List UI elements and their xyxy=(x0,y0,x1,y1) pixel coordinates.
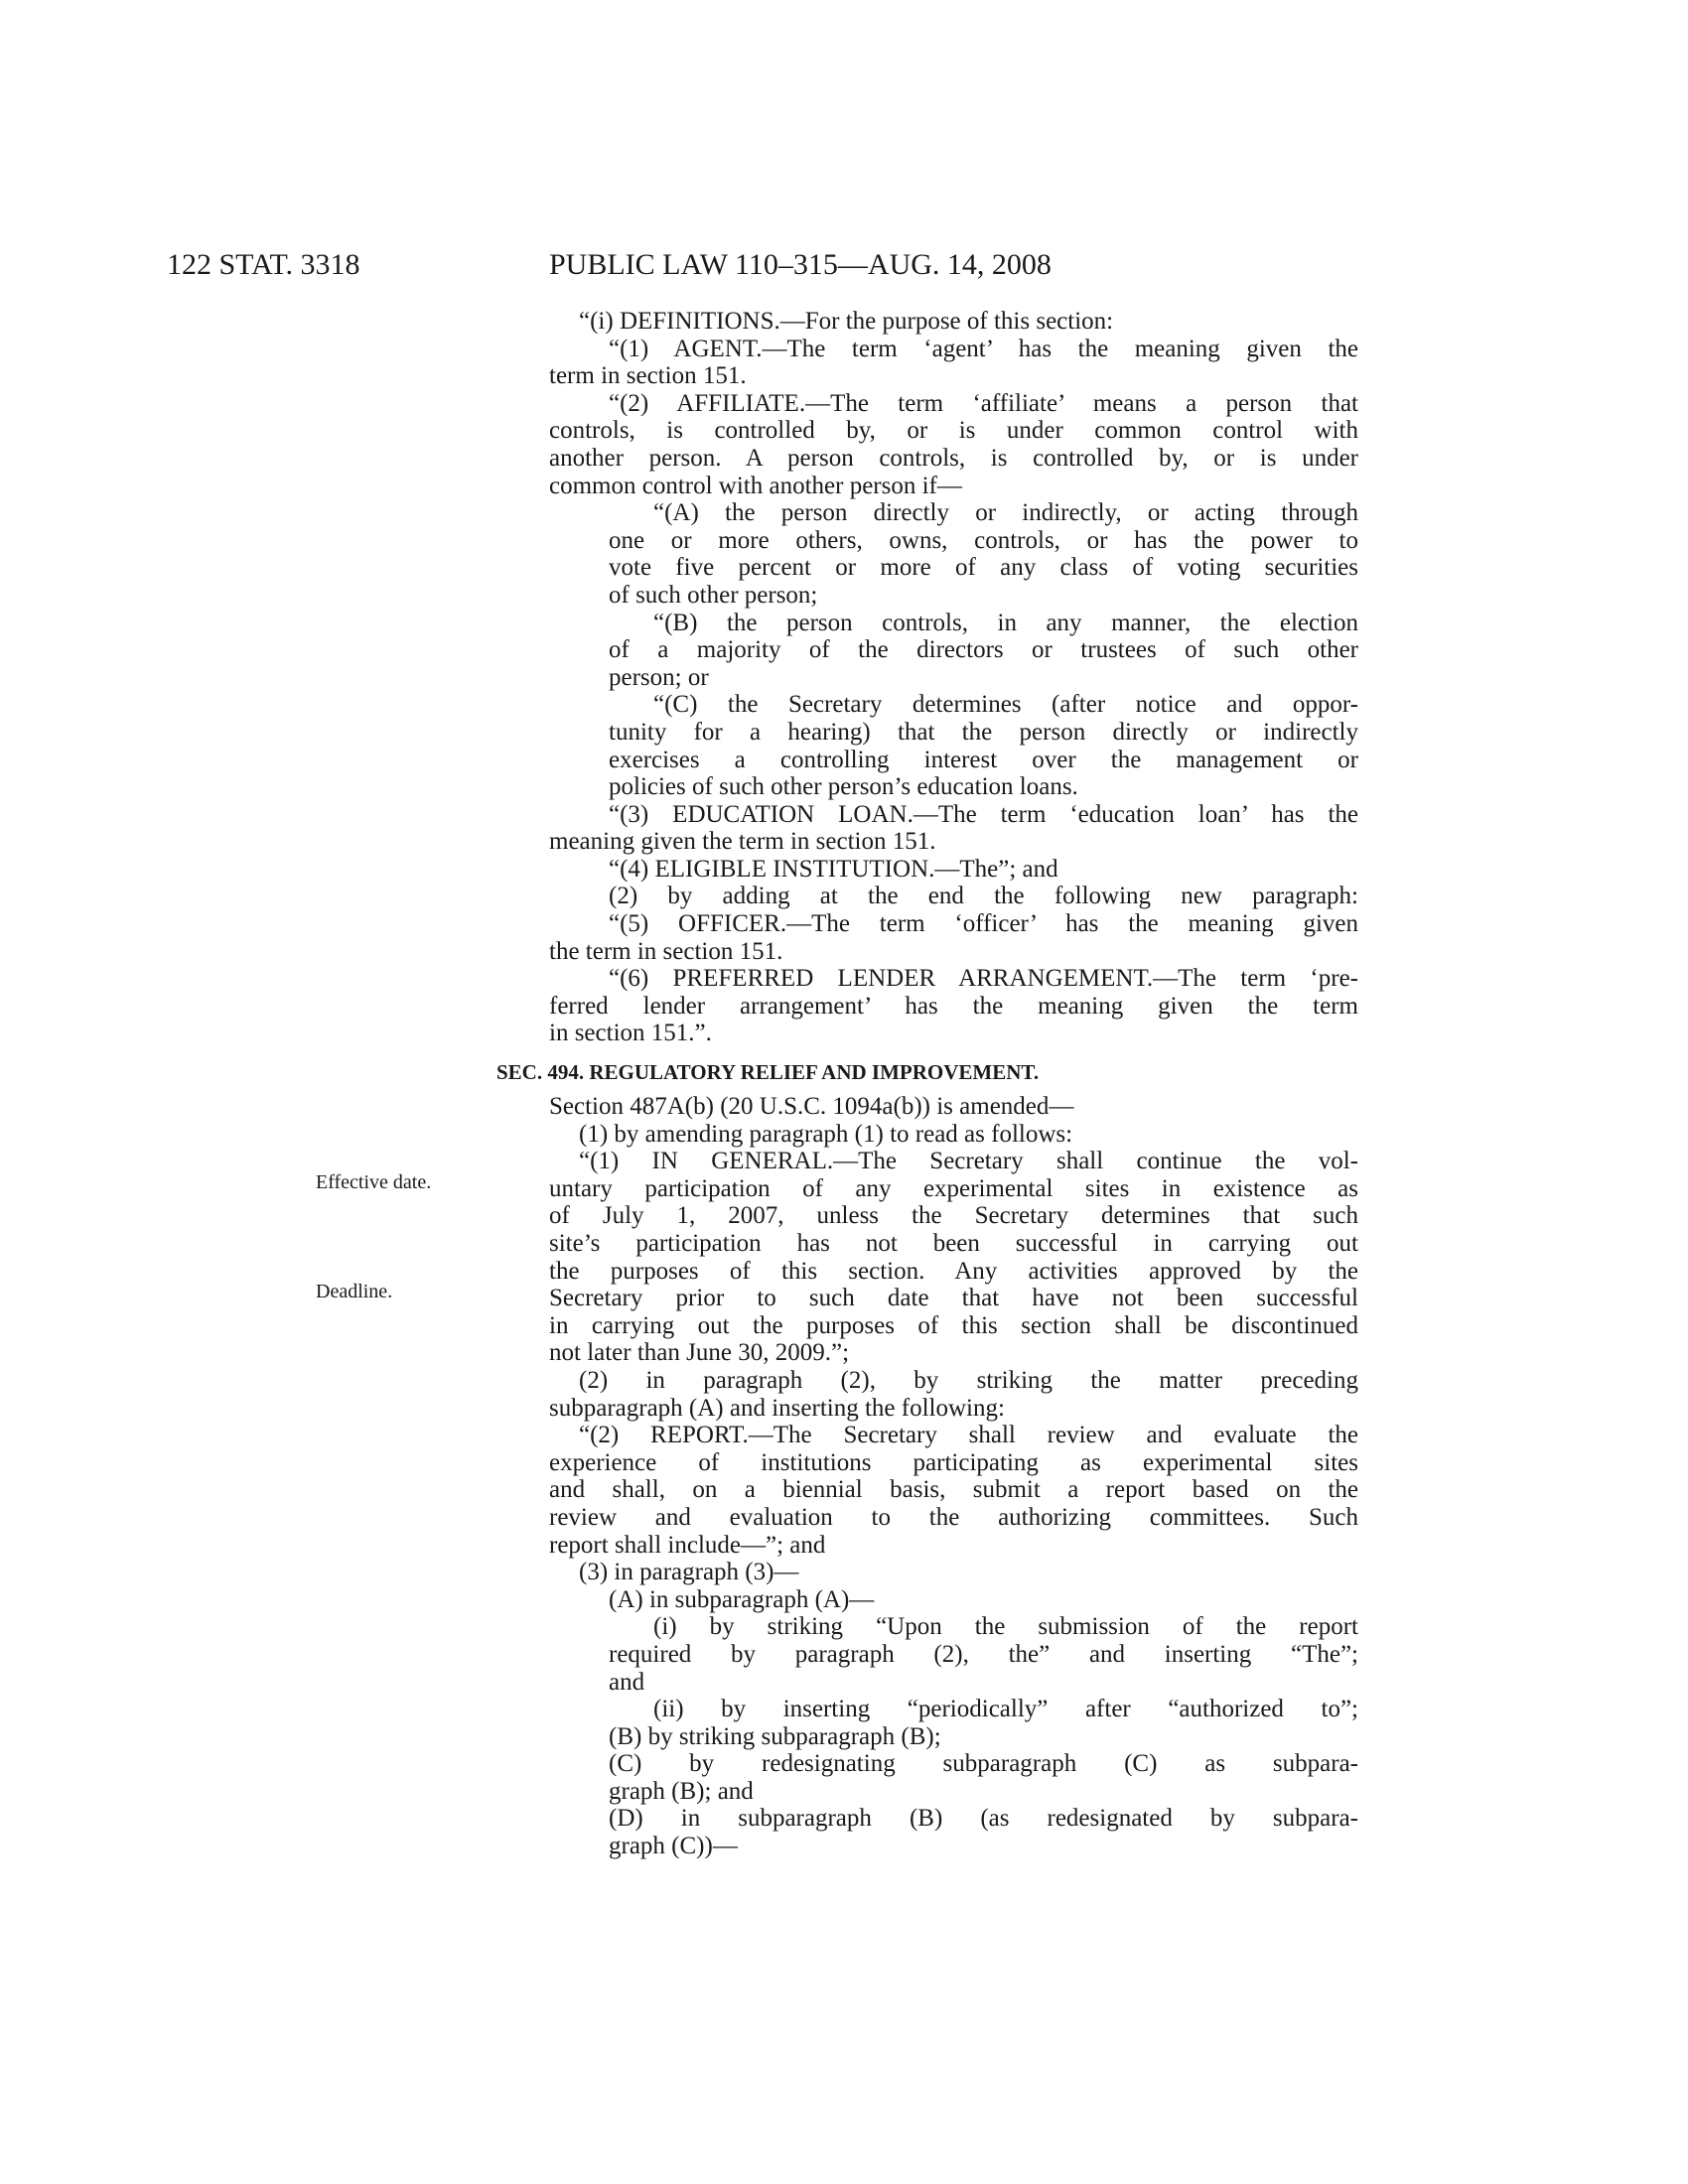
text-line: exercises a controlling interest over the management or xyxy=(609,746,1358,773)
text-line: “(C) the Secretary determines (after notice and oppor- xyxy=(653,691,1358,719)
text-line: and shall, on a biennial basis, submit a report based on the xyxy=(549,1476,1358,1504)
text-line: Section 487A(b) (20 U.S.C. 1094a(b)) is amended— xyxy=(549,1093,1074,1121)
text-line: graph (B); and xyxy=(609,1777,754,1805)
text-line: (D) in subparagraph (B) (as redesignated by subpara- xyxy=(609,1805,1358,1833)
text-line: “(i) DEFINITIONS.—For the purpose of this section: xyxy=(579,308,1114,335)
text-line: site’s participation has not been successful in carrying out xyxy=(549,1230,1358,1257)
text-line: in section 151.”. xyxy=(549,1020,712,1047)
text-line: (i) by striking “Upon the submission of the report xyxy=(653,1613,1358,1641)
text-line: and xyxy=(609,1668,645,1696)
text-line: of such other person; xyxy=(609,581,818,609)
section-heading: SEC. 494. REGULATORY RELIEF AND IMPROVEMENT. xyxy=(496,1060,1040,1085)
text-line: (B) by striking subparagraph (B); xyxy=(609,1722,941,1750)
text-line: “(B) the person controls, in any manner, the election xyxy=(653,609,1358,636)
text-line: another person. A person controls, is controlled by, or is under xyxy=(549,444,1358,472)
text-line: “(1) IN GENERAL.—The Secretary shall continue the vol- xyxy=(579,1148,1358,1175)
text-line: (2) by adding at the end the following new paragraph: xyxy=(609,883,1358,910)
text-line: one or more others, owns, controls, or has the power to xyxy=(609,526,1358,554)
text-line: (C) by redesignating subparagraph (C) as subpara- xyxy=(609,1750,1358,1778)
text-line: “(1) AGENT.—The term ‘agent’ has the meaning given the xyxy=(609,335,1358,362)
text-line: “(A) the person directly or indirectly, or acting through xyxy=(653,499,1358,527)
text-line: “(3) EDUCATION LOAN.—The term ‘education loan’ has the xyxy=(609,800,1358,828)
text-line: person; or xyxy=(609,663,709,691)
text-line: subparagraph (A) and inserting the following: xyxy=(549,1394,1005,1422)
text-line: not later than June 30, 2009.”; xyxy=(549,1339,850,1367)
text-line: “(5) OFFICER.—The term ‘officer’ has the meaning given xyxy=(609,910,1358,938)
text-line: (1) by amending paragraph (1) to read as follows: xyxy=(579,1120,1073,1148)
running-title: PUBLIC LAW 110–315—AUG. 14, 2008 xyxy=(549,248,1052,281)
text-line: graph (C))— xyxy=(609,1833,738,1860)
text-line: experience of institutions participating as experimental sites xyxy=(549,1448,1358,1476)
text-line: report shall include—”; and xyxy=(549,1531,826,1559)
text-line: the purposes of this section. Any activities approved by the xyxy=(549,1257,1358,1285)
text-line: tunity for a hearing) that the person directly or indirectly xyxy=(609,718,1358,746)
text-line: (3) in paragraph (3)— xyxy=(579,1559,799,1586)
text-line: controls, is controlled by, or is under common control with xyxy=(549,417,1358,445)
text-line: (A) in subparagraph (A)— xyxy=(609,1585,875,1613)
text-line: term in section 151. xyxy=(549,362,747,390)
margin-note-effective-date: Effective date. xyxy=(316,1171,432,1193)
text-line: common control with another person if— xyxy=(549,472,962,499)
text-line: required by paragraph (2), the” and inserting “The”; xyxy=(609,1640,1358,1668)
text-line: untary participation of any experimental sites in existence as xyxy=(549,1174,1358,1202)
text-line: (ii) by inserting “periodically” after “authorized to”; xyxy=(653,1696,1358,1723)
text-line: review and evaluation to the authorizing committees. Such xyxy=(549,1503,1358,1531)
text-line: of a majority of the directors or trustees of such other xyxy=(609,636,1358,664)
text-line: meaning given the term in section 151. xyxy=(549,828,936,856)
text-line: “(4) ELIGIBLE INSTITUTION.—The”; and xyxy=(609,855,1058,883)
text-line: Secretary prior to such date that have not been successful xyxy=(549,1285,1358,1312)
text-line: policies of such other person’s education loans. xyxy=(609,773,1078,801)
page-number: 122 STAT. 3318 xyxy=(167,248,360,281)
text-line: in carrying out the purposes of this section shall be discontinued xyxy=(549,1311,1358,1339)
text-line: vote five percent or more of any class of voting securities xyxy=(609,554,1358,582)
text-line: “(2) AFFILIATE.—The term ‘affiliate’ means a person that xyxy=(609,389,1358,417)
text-line: of July 1, 2007, unless the Secretary determines that such xyxy=(549,1202,1358,1230)
margin-note-deadline: Deadline. xyxy=(316,1281,393,1302)
text-line: ferred lender arrangement’ has the meaning given the term xyxy=(549,992,1358,1020)
text-line: “(6) PREFERRED LENDER ARRANGEMENT.—The term ‘pre- xyxy=(609,965,1358,993)
statute-text xyxy=(496,308,1358,1860)
text-line: the term in section 151. xyxy=(549,937,783,965)
text-line: “(2) REPORT.—The Secretary shall review and evaluate the xyxy=(579,1422,1358,1449)
text-line: (2) in paragraph (2), by striking the matter preceding xyxy=(579,1366,1358,1394)
